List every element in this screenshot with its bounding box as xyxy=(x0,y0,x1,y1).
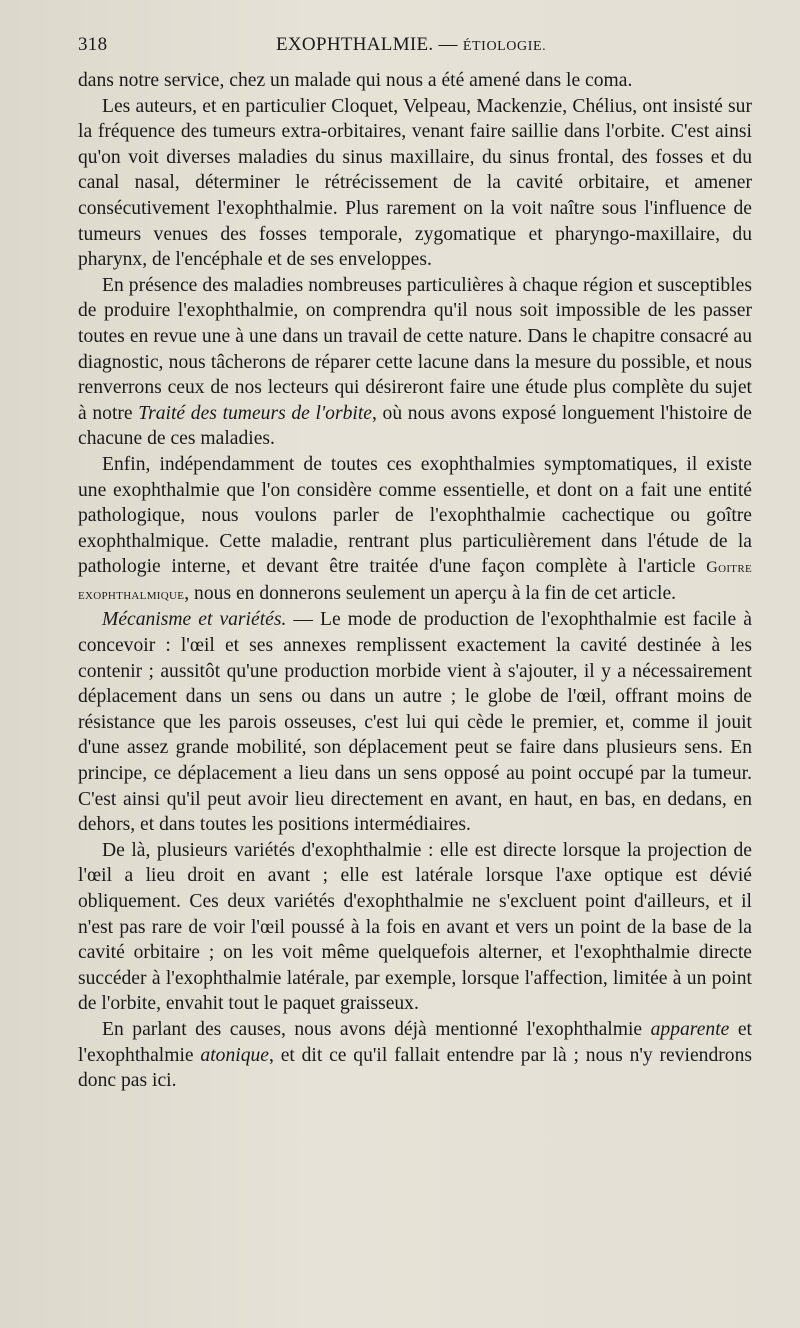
running-title xyxy=(276,34,546,56)
book-title-reference: Traité des tumeurs de l'orbite xyxy=(138,402,372,424)
paragraph-particular-diseases xyxy=(78,273,752,452)
paragraph-continuation xyxy=(78,68,752,94)
paragraph-cachectic-exophthalmos xyxy=(78,452,752,608)
italic-term: apparente xyxy=(650,1018,730,1040)
paragraph-text: — Le mode de production de l'exophthalmie est facile à concevoir : l'œil et ses annexes remplissent exactement la cavité destinée à les contenir ; aussitôt qu'une production morbide vient à s'ajouter, il y a nécessairement déplacement dans un sens ou dans un autre ; le globe de l'œil, offrant moins de résistance que les parois osseuses, c'est lui qui cède le premier, et, comme il jouit d'une assez grande mobilité, son déplacement peut se faire dans plusieurs sens. En principe, ce déplacement a lieu dans un sens opposé au point occupé par la tumeur. C'est ainsi qu'il peut avoir lieu directement en avant, en haut, en bas, en dedans, en dehors, et dans toutes les positions intermédiaires. xyxy=(78,609,752,836)
paragraph-text: Les auteurs, et en particulier Cloquet, Velpeau, Mackenzie, Chélius, ont insisté sur la fréquence des tumeurs extra-orbitaires, venant faire saillie dans l'orbite. C'est ainsi qu'on voit diverses maladies du sinus maxillaire, du sinus frontal, des fosses et du canal nasal, déterminer le rétrécissement de la cavité orbitaire, et amener consécutivement l'exophthalmie. Plus rarement on la voit naître sous l'influence de tumeurs venues des fosses temporale, zygomatique et pharyngo-maxillaire, du pharynx, de l'encéphale et de ses enveloppes. xyxy=(78,95,752,271)
paragraph-text: En présence des maladies nombreuses particulières à chaque région et susceptibles de produire l'exophthalmie, on comprendra qu'il nous soit impossible de les passer toutes en revue une à une dans un travail de cette nature. Dans le chapitre consacré au diagnostic, nous tâcherons de réparer cette lacune dans la mesure du possible, et nous renverrons ceux de nos lecteurs qui désireront faire une étude plus complète du sujet à notre xyxy=(78,274,752,424)
italic-term: atonique xyxy=(200,1044,269,1066)
paragraph-varieties xyxy=(78,838,752,1017)
running-title-section: ÉTIOLOGIE. xyxy=(462,39,547,54)
paragraph-extra-orbital-tumours xyxy=(78,94,752,273)
paragraph-text: Enfin, indépendamment de toutes ces exophthalmies symptomatiques, il existe une exophthalmie que l'on considère comme essentielle, et dont on a fait une entité pathologique, nous voulons parler de l'exophthalmie cachectique ou goître exophthalmique. Cette maladie, rentrant plus particulièrement dans l'étude de la pathologie interne, et devant être traitée d'une façon complète à l'article xyxy=(78,453,752,578)
paragraph-text: , et dit ce qu'il fallait entendre par là ; nous n'y reviendrons donc pas ici. xyxy=(78,1044,752,1092)
running-title-main: EXOPHTHALMIE. — xyxy=(276,34,463,55)
paragraph-text: , où nous avons exposé longuement l'histoire de chacune de ces maladies. xyxy=(78,402,752,450)
paragraph-text: , nous en donnerons seulement un aperçu à la fin de cet article. xyxy=(184,582,677,604)
paragraph-text: dans notre service, chez un malade qui nous a été amené dans le coma. xyxy=(78,70,633,91)
paragraph-text: De là, plusieurs variétés d'exophthalmie : elle est directe lorsque la projection de l'œil a lieu droit en avant ; elle est latérale lorsque l'axe optique est dévié obliquement. Ces deux variétés d'exophthalmie ne s'excluent point d'ailleurs, et il n'est pas rare de voir l'œil poussé à la fois en avant et vers un point de la base de la cavité orbitaire ; on les voit même quelquefois alterner, et l'exophthalmie directe succéder à l'exophthalmie latérale, par exemple, lorsque l'affection, limitée à un point de l'orbite, envahit tout le paquet graisseux. xyxy=(78,839,752,1015)
paragraph-causes xyxy=(78,1017,752,1094)
page-number: 318 xyxy=(78,34,108,55)
article-cross-reference: Goitre exophthalmique xyxy=(78,559,752,603)
section-heading-inline: Mécanisme et variétés. xyxy=(102,609,287,631)
paragraph-mechanism xyxy=(78,607,752,837)
paragraph-text: et l'exophthalmie xyxy=(78,1018,752,1066)
running-header xyxy=(78,34,752,60)
page-body xyxy=(78,68,752,1094)
paragraph-text: En parlant des causes, nous avons déjà mentionné l'exophthalmie xyxy=(102,1018,651,1040)
